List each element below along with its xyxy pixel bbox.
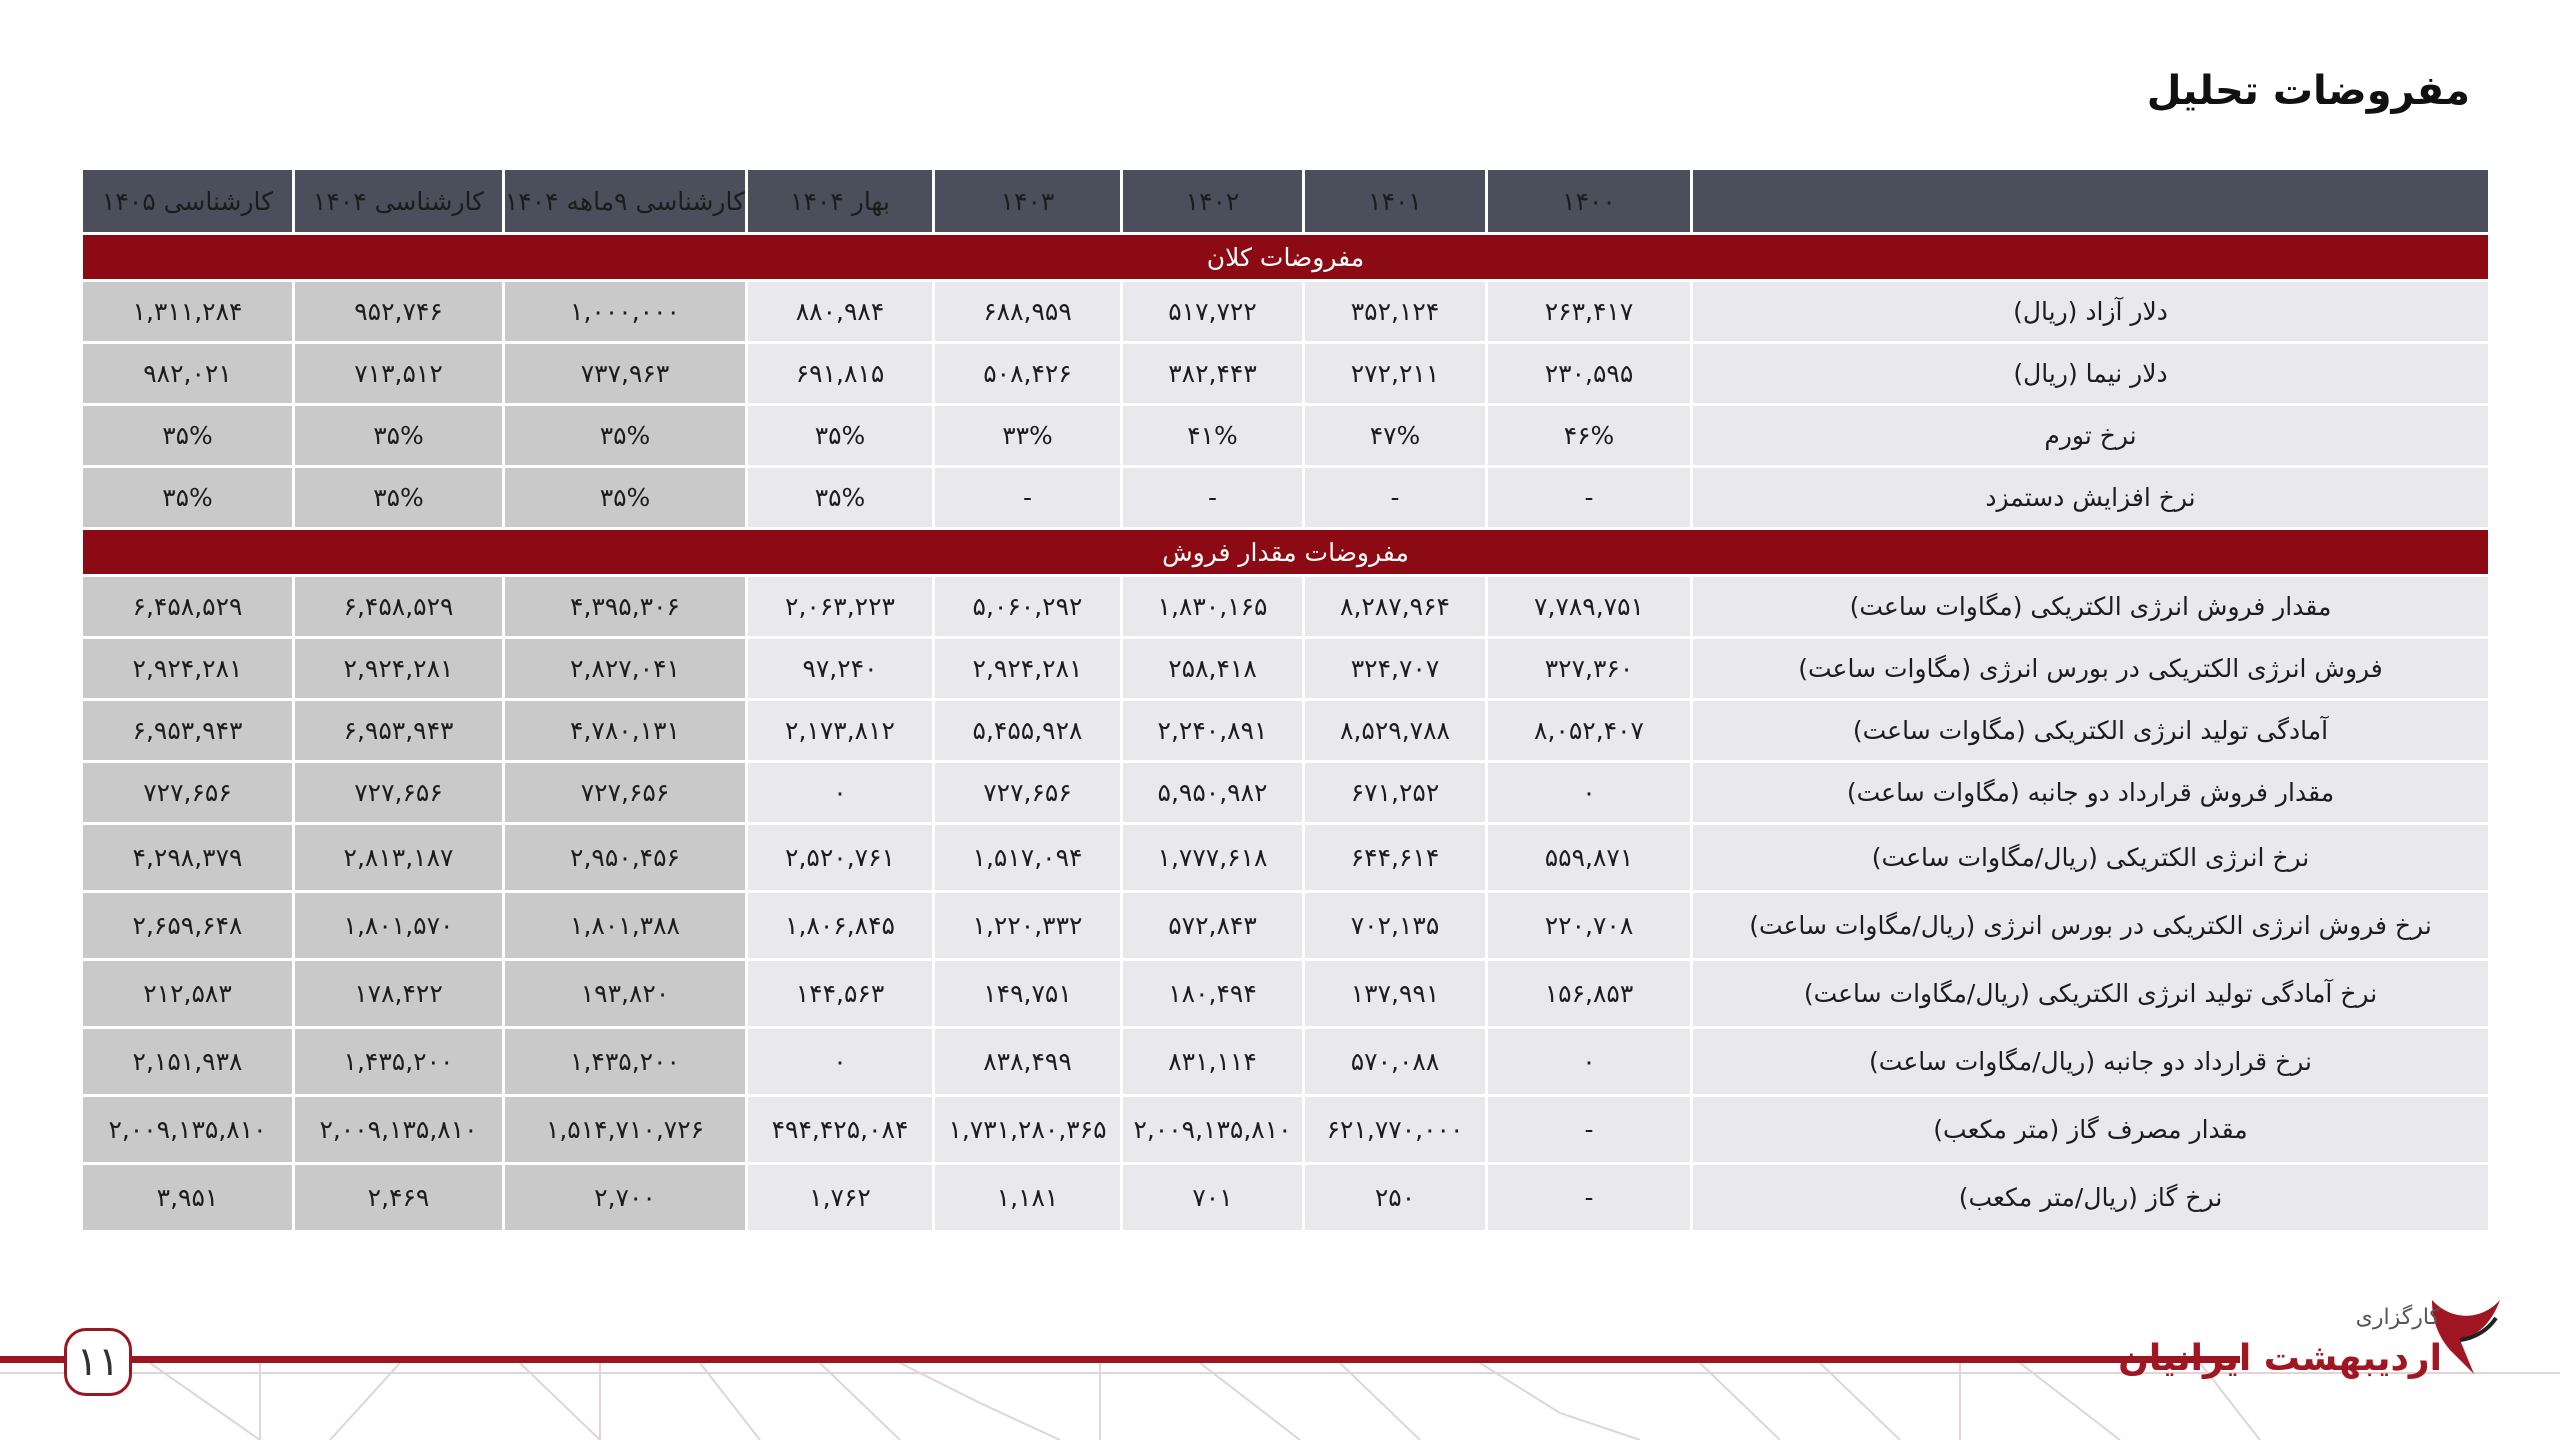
table-cell: ۲,۹۲۴,۲۸۱ bbox=[80, 639, 292, 701]
table-cell: ۳,۹۵۱ bbox=[80, 1165, 292, 1233]
table-cell: ۱,۸۰۶,۸۴۵ bbox=[745, 893, 932, 961]
table-cell: ۹۵۲,۷۴۶ bbox=[292, 282, 502, 344]
table-cell: ۱۸۰,۴۹۴ bbox=[1120, 961, 1302, 1029]
table-cell: ۱,۱۸۱ bbox=[932, 1165, 1120, 1233]
table-cell: ۶,۴۵۸,۵۲۹ bbox=[292, 577, 502, 639]
row-label: مقدار فروش انرژی الکتریکی (مگاوات ساعت) bbox=[1690, 577, 2488, 639]
table-cell: ۸,۵۲۹,۷۸۸ bbox=[1302, 701, 1485, 763]
table-cell: ۲,۷۰۰ bbox=[502, 1165, 745, 1233]
table-cell: ۲,۶۵۹,۶۴۸ bbox=[80, 893, 292, 961]
table-cell: ۵,۴۵۵,۹۲۸ bbox=[932, 701, 1120, 763]
table-cell: ۴۹۴,۴۲۵,۰۸۴ bbox=[745, 1097, 932, 1165]
table-cell: ۳۵% bbox=[292, 468, 502, 530]
table-cell: ۱,۵۱۷,۰۹۴ bbox=[932, 825, 1120, 893]
table-cell: ۴,۳۹۵,۳۰۶ bbox=[502, 577, 745, 639]
table-cell: ۱,۴۳۵,۲۰۰ bbox=[292, 1029, 502, 1097]
table-cell: ۲۵۸,۴۱۸ bbox=[1120, 639, 1302, 701]
table-cell: - bbox=[1485, 1097, 1690, 1165]
row-label: آمادگی تولید انرژی الکتریکی (مگاوات ساعت) bbox=[1690, 701, 2488, 763]
table-cell: ۸,۰۵۲,۴۰۷ bbox=[1485, 701, 1690, 763]
table-cell: ۳۲۷,۳۶۰ bbox=[1485, 639, 1690, 701]
table-cell: ۶۲۱,۷۷۰,۰۰۰ bbox=[1302, 1097, 1485, 1165]
table-cell: ۰ bbox=[1485, 763, 1690, 825]
table-row bbox=[80, 344, 2488, 406]
table-cell: ۱۴۹,۷۵۱ bbox=[932, 961, 1120, 1029]
table-cell: ۷۲۷,۶۵۶ bbox=[292, 763, 502, 825]
table-cell: ۳۵% bbox=[80, 468, 292, 530]
row-label: نرخ آمادگی تولید انرژی الکتریکی (ریال/مگاوات ساعت) bbox=[1690, 961, 2488, 1029]
table-cell: ۲,۸۱۳,۱۸۷ bbox=[292, 825, 502, 893]
table-cell: ۴۱% bbox=[1120, 406, 1302, 468]
table-cell: ۲,۹۲۴,۲۸۱ bbox=[292, 639, 502, 701]
row-label: نرخ قرارداد دو جانبه (ریال/مگاوات ساعت) bbox=[1690, 1029, 2488, 1097]
table-cell: ۶۹۱,۸۱۵ bbox=[745, 344, 932, 406]
row-label: دلار نیما (ریال) bbox=[1690, 344, 2488, 406]
table-cell: ۲۳۰,۵۹۵ bbox=[1485, 344, 1690, 406]
table-cell: ۷,۷۸۹,۷۵۱ bbox=[1485, 577, 1690, 639]
table-cell: ۲,۵۲۰,۷۶۱ bbox=[745, 825, 932, 893]
row-label: نرخ فروش انرژی الکتریکی در بورس انرژی (ریال/مگاوات ساعت) bbox=[1690, 893, 2488, 961]
table-row bbox=[80, 1165, 2488, 1233]
page-title: مفروضات تحلیل bbox=[2146, 68, 2470, 114]
row-label: مقدار مصرف گاز (متر مکعب) bbox=[1690, 1097, 2488, 1165]
table-cell: ۲۵۰ bbox=[1302, 1165, 1485, 1233]
table-cell: - bbox=[932, 468, 1120, 530]
table-cell: ۲۱۲,۵۸۳ bbox=[80, 961, 292, 1029]
table-cell: ۲,۱۷۳,۸۱۲ bbox=[745, 701, 932, 763]
header-cell-9month-1404: کارشناسی ۹ماهه ۱۴۰۴ bbox=[502, 170, 745, 235]
table-row bbox=[80, 468, 2488, 530]
table-cell: ۲,۹۵۰,۴۵۶ bbox=[502, 825, 745, 893]
table-row bbox=[80, 1029, 2488, 1097]
section-sales-header bbox=[80, 530, 2488, 577]
table-cell: ۲۶۳,۴۱۷ bbox=[1485, 282, 1690, 344]
table-cell: ۶,۹۵۳,۹۴۳ bbox=[292, 701, 502, 763]
table-cell: ۵۷۰,۰۸۸ bbox=[1302, 1029, 1485, 1097]
table-row bbox=[80, 1097, 2488, 1165]
table-cell: ۱,۲۲۰,۳۳۲ bbox=[932, 893, 1120, 961]
table-cell: ۷۳۷,۹۶۳ bbox=[502, 344, 745, 406]
table-cell: ۶,۴۵۸,۵۲۹ bbox=[80, 577, 292, 639]
table-row bbox=[80, 577, 2488, 639]
table-cell: ۱,۷۶۲ bbox=[745, 1165, 932, 1233]
table-cell: ۱,۵۱۴,۷۱۰,۷۲۶ bbox=[502, 1097, 745, 1165]
table-cell: ۷۲۷,۶۵۶ bbox=[80, 763, 292, 825]
table-cell: ۵۰۸,۴۲۶ bbox=[932, 344, 1120, 406]
table-cell: ۶۴۴,۶۱۴ bbox=[1302, 825, 1485, 893]
table-row bbox=[80, 639, 2488, 701]
table-cell: ۴,۲۹۸,۳۷۹ bbox=[80, 825, 292, 893]
table-cell: ۳۸۲,۴۴۳ bbox=[1120, 344, 1302, 406]
page-number-badge: ۱۱ bbox=[64, 1328, 132, 1396]
table-cell: ۴۷% bbox=[1302, 406, 1485, 468]
table-cell: ۱,۸۳۰,۱۶۵ bbox=[1120, 577, 1302, 639]
table-cell: - bbox=[1485, 1165, 1690, 1233]
table-row bbox=[80, 701, 2488, 763]
table-cell: ۵۵۹,۸۷۱ bbox=[1485, 825, 1690, 893]
table-cell: ۲,۰۰۹,۱۳۵,۸۱۰ bbox=[292, 1097, 502, 1165]
table-cell: ۳۳% bbox=[932, 406, 1120, 468]
section-macro-header bbox=[80, 235, 2488, 282]
table-cell: ۴,۷۸۰,۱۳۱ bbox=[502, 701, 745, 763]
table-cell: ۶۷۱,۲۵۲ bbox=[1302, 763, 1485, 825]
table-cell: ۷۰۱ bbox=[1120, 1165, 1302, 1233]
table-cell: ۸,۲۸۷,۹۶۴ bbox=[1302, 577, 1485, 639]
header-cell-1401: ۱۴۰۱ bbox=[1302, 170, 1485, 235]
footer-divider bbox=[0, 1356, 2240, 1363]
table-cell: ۳۵% bbox=[502, 468, 745, 530]
table-cell: ۰ bbox=[1485, 1029, 1690, 1097]
table-cell: ۳۲۴,۷۰۷ bbox=[1302, 639, 1485, 701]
table-cell: ۳۵% bbox=[745, 468, 932, 530]
table-cell: ۱,۷۳۱,۲۸۰,۳۶۵ bbox=[932, 1097, 1120, 1165]
table-cell: ۵,۹۵۰,۹۸۲ bbox=[1120, 763, 1302, 825]
table-cell: ۱,۳۱۱,۲۸۴ bbox=[80, 282, 292, 344]
header-cell-label bbox=[1690, 170, 2488, 235]
table-row bbox=[80, 282, 2488, 344]
table-cell: ۰ bbox=[745, 1029, 932, 1097]
table-cell: ۱۵۶,۸۵۳ bbox=[1485, 961, 1690, 1029]
table-cell: ۲,۰۶۳,۲۲۳ bbox=[745, 577, 932, 639]
header-cell-1403: ۱۴۰۳ bbox=[932, 170, 1120, 235]
table-cell: ۲,۹۲۴,۲۸۱ bbox=[932, 639, 1120, 701]
header-cell-1400: ۱۴۰۰ bbox=[1485, 170, 1690, 235]
table-cell: ۸۸۰,۹۸۴ bbox=[745, 282, 932, 344]
table-cell: ۲,۰۰۹,۱۳۵,۸۱۰ bbox=[80, 1097, 292, 1165]
table-row bbox=[80, 406, 2488, 468]
row-label: نرخ افزایش دستمزد bbox=[1690, 468, 2488, 530]
table-cell: - bbox=[1485, 468, 1690, 530]
table-row bbox=[80, 825, 2488, 893]
table-cell: ۱,۸۰۱,۳۸۸ bbox=[502, 893, 745, 961]
header-cell-spring-1404: بهار ۱۴۰۴ bbox=[745, 170, 932, 235]
table-cell: ۹۷,۲۴۰ bbox=[745, 639, 932, 701]
table-cell: ۶,۹۵۳,۹۴۳ bbox=[80, 701, 292, 763]
table-cell: ۲,۱۵۱,۹۳۸ bbox=[80, 1029, 292, 1097]
row-label: نرخ تورم bbox=[1690, 406, 2488, 468]
table-cell: ۰ bbox=[745, 763, 932, 825]
row-label: فروش انرژی الکتریکی در بورس انرژی (مگاوات ساعت) bbox=[1690, 639, 2488, 701]
table-cell: ۷۰۲,۱۳۵ bbox=[1302, 893, 1485, 961]
table-cell: ۵,۰۶۰,۲۹۲ bbox=[932, 577, 1120, 639]
table-cell: ۳۵% bbox=[80, 406, 292, 468]
table-cell: ۱,۷۷۷,۶۱۸ bbox=[1120, 825, 1302, 893]
table-row bbox=[80, 893, 2488, 961]
logo-text-main: اردیبهشت ایرانیان bbox=[2118, 1338, 2442, 1379]
table-cell: ۳۵% bbox=[292, 406, 502, 468]
table-cell: ۸۳۱,۱۱۴ bbox=[1120, 1029, 1302, 1097]
table-cell: ۲,۰۰۹,۱۳۵,۸۱۰ bbox=[1120, 1097, 1302, 1165]
row-label: نرخ انرژی الکتریکی (ریال/مگاوات ساعت) bbox=[1690, 825, 2488, 893]
table-cell: ۱۴۴,۵۶۳ bbox=[745, 961, 932, 1029]
table-cell: ۱۳۷,۹۹۱ bbox=[1302, 961, 1485, 1029]
section-title: مفروضات کلان bbox=[80, 235, 2488, 282]
table-cell: ۸۳۸,۴۹۹ bbox=[932, 1029, 1120, 1097]
table-row bbox=[80, 763, 2488, 825]
header-row bbox=[80, 170, 2488, 235]
table-cell: ۳۵۲,۱۲۴ bbox=[1302, 282, 1485, 344]
table-cell: ۱,۴۳۵,۲۰۰ bbox=[502, 1029, 745, 1097]
table-cell: ۲,۲۴۰,۸۹۱ bbox=[1120, 701, 1302, 763]
table-cell: ۱۷۸,۴۲۲ bbox=[292, 961, 502, 1029]
table-cell: ۵۱۷,۷۲۲ bbox=[1120, 282, 1302, 344]
table-cell: ۲,۸۲۷,۰۴۱ bbox=[502, 639, 745, 701]
table-cell: ۲,۴۶۹ bbox=[292, 1165, 502, 1233]
table-cell: ۷۱۳,۵۱۲ bbox=[292, 344, 502, 406]
table-cell: ۲۷۲,۲۱۱ bbox=[1302, 344, 1485, 406]
table-cell: ۷۲۷,۶۵۶ bbox=[932, 763, 1120, 825]
table-cell: ۷۲۷,۶۵۶ bbox=[502, 763, 745, 825]
table-cell: ۶۸۸,۹۵۹ bbox=[932, 282, 1120, 344]
table-row bbox=[80, 961, 2488, 1029]
header-cell-1402: ۱۴۰۲ bbox=[1120, 170, 1302, 235]
table-cell: - bbox=[1120, 468, 1302, 530]
table-cell: - bbox=[1302, 468, 1485, 530]
header-cell-forecast-1405: کارشناسی ۱۴۰۵ bbox=[80, 170, 292, 235]
table-cell: ۳۵% bbox=[502, 406, 745, 468]
table-cell: ۲۲۰,۷۰۸ bbox=[1485, 893, 1690, 961]
table-cell: ۱,۸۰۱,۵۷۰ bbox=[292, 893, 502, 961]
table-cell: ۴۶% bbox=[1485, 406, 1690, 468]
section-title: مفروضات مقدار فروش bbox=[80, 530, 2488, 577]
assumptions-table bbox=[80, 170, 2488, 1233]
row-label: دلار آزاد (ریال) bbox=[1690, 282, 2488, 344]
table-cell: ۱۹۳,۸۲۰ bbox=[502, 961, 745, 1029]
table-cell: ۹۸۲,۰۲۱ bbox=[80, 344, 292, 406]
table-cell: ۱,۰۰۰,۰۰۰ bbox=[502, 282, 745, 344]
logo-text-small: کارگزاری bbox=[2355, 1305, 2440, 1330]
row-label: نرخ گاز (ریال/متر مکعب) bbox=[1690, 1165, 2488, 1233]
table-cell: ۵۷۲,۸۴۳ bbox=[1120, 893, 1302, 961]
row-label: مقدار فروش قرارداد دو جانبه (مگاوات ساعت) bbox=[1690, 763, 2488, 825]
table-cell: ۳۵% bbox=[745, 406, 932, 468]
header-cell-forecast-1404: کارشناسی ۱۴۰۴ bbox=[292, 170, 502, 235]
